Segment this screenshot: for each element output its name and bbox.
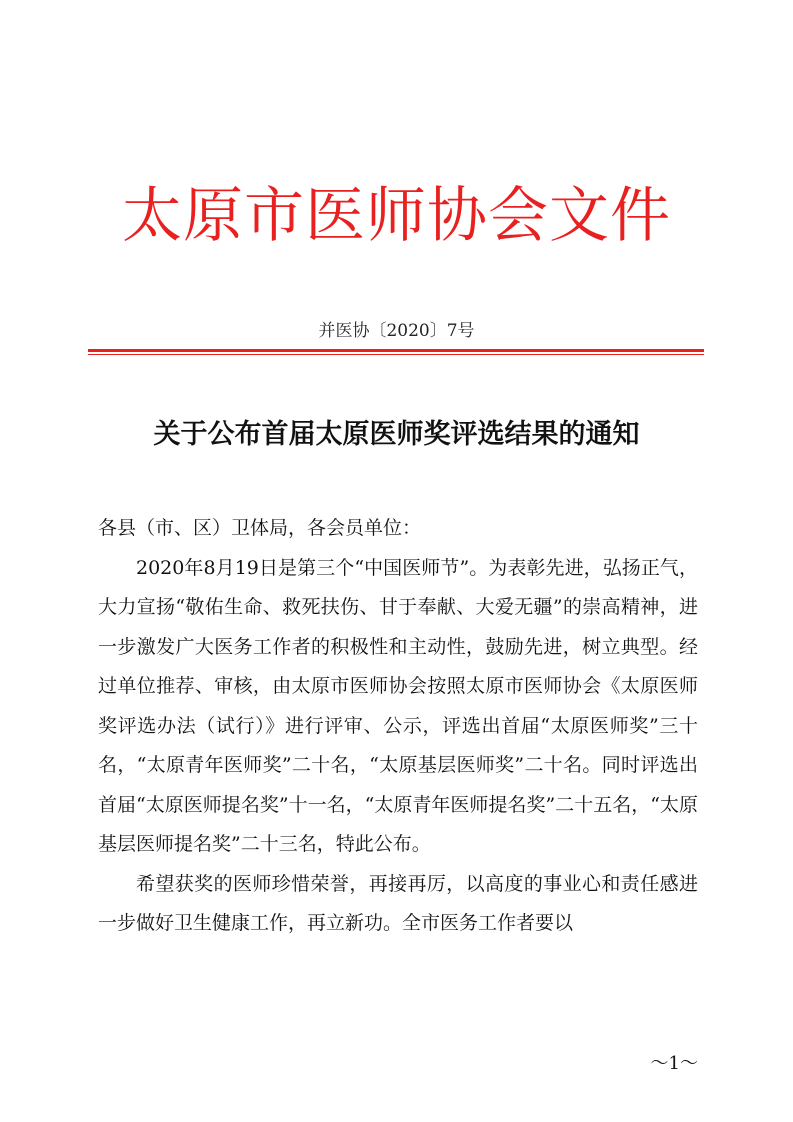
body-paragraph-1: 2020年8月19日是第三个“中国医师节”。为表彰先进，弘扬正气，大力宣扬“敬佑生命、救死扶伤、甘于奉献、大爱无疆”的崇高精神，进一步激发广大医务工作者的积极性和主动性，鼓励先进，树立典型。经过单位推荐、审核，由太原市医师协会按照太原市医师协会《太原医师奖评选办法（试行）》进行评审、公示，评选出首届“太原医师奖”三十名，“太原青年医师奖”二十名，“太原基层医师奖”二十名。同时评选出首届“太原医师提名奖”十一名，“太原青年医师提名奖”二十五名，“太原基层医师提名奖”二十三名，特此公布。 <box>98 556 698 855</box>
red-separator-rule <box>88 349 704 356</box>
document-number: 并医协〔2020〕7号 <box>318 321 475 341</box>
body-paragraph-2: 希望获奖的医师珍惜荣誉，再接再厉，以高度的事业心和责任感进一步做好卫生健康工作，再立新功。全市医务工作者要以 <box>98 872 698 934</box>
salutation: 各县（市、区）卫体局，各会员单位： <box>98 517 422 539</box>
document-body <box>98 509 698 944</box>
issuing-organization-header: 太原市医师协会文件 <box>122 181 671 251</box>
red-rule-thick-line <box>88 349 704 352</box>
page-number: ～1～ <box>650 1053 698 1074</box>
document-title: 关于公布首届太原医师奖评选结果的通知 <box>153 419 640 450</box>
red-rule-thin-line <box>88 354 704 355</box>
